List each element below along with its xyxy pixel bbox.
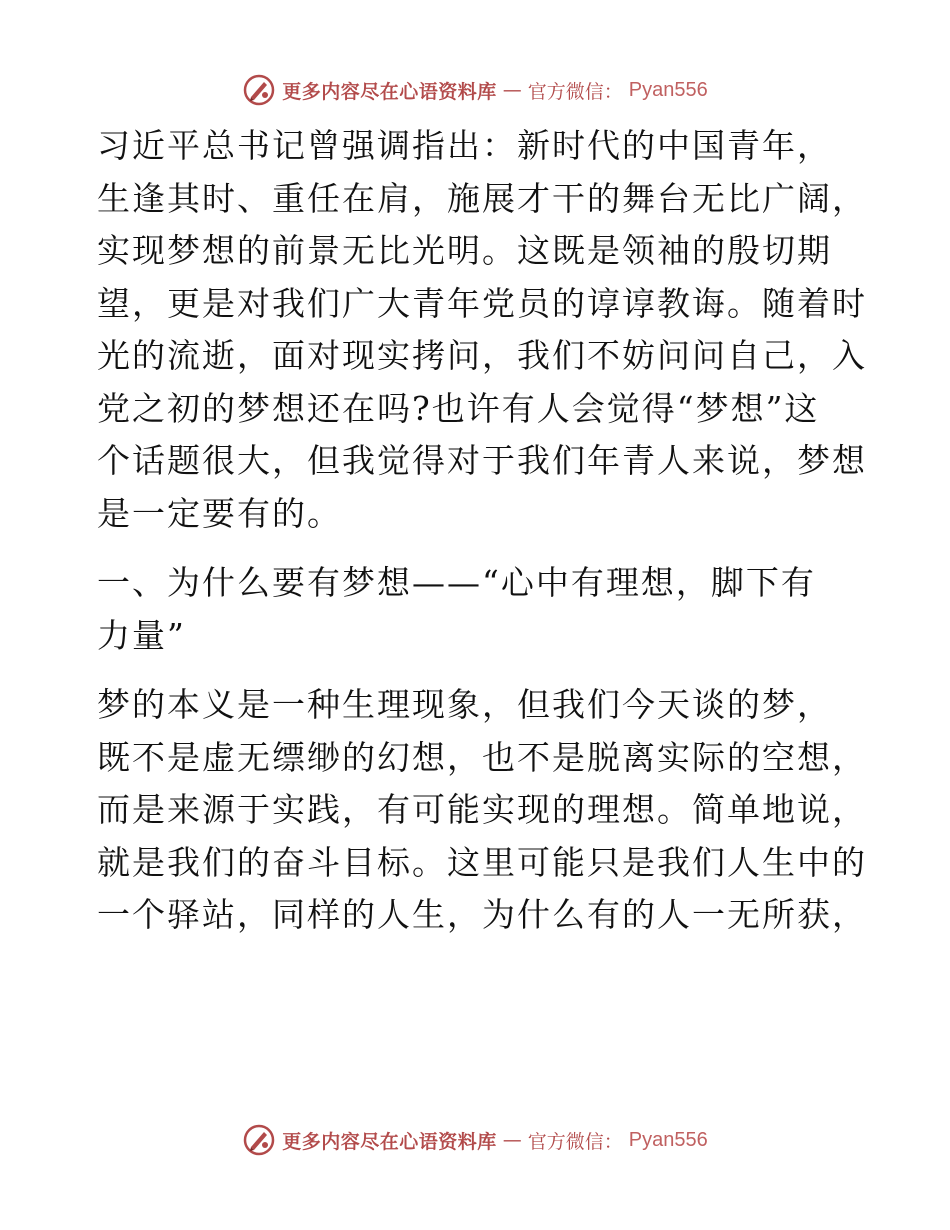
text-line: 实现梦想的前景无比光明。这既是领袖的殷切期 <box>97 231 832 270</box>
section-heading <box>97 557 857 662</box>
banner-title: 更多内容尽在心语资料库 <box>282 1130 497 1153</box>
header-banner <box>0 70 950 110</box>
banner-wechat-label: 官方微信： <box>527 1130 623 1153</box>
paragraph-gap <box>97 662 857 679</box>
text-line: 光的流逝，面对现实拷问，我们不妨问问自己，入 <box>97 336 867 375</box>
text-line: 一个驿站，同样的人生，为什么有的人一无所获， <box>97 895 867 934</box>
text-line: 一、为什么要有梦想——“心中有理想，脚下有 <box>97 563 816 602</box>
pen-logo-icon <box>242 1123 276 1157</box>
pen-logo-icon <box>242 73 276 107</box>
paragraph-gap <box>97 540 857 557</box>
banner-dash: — <box>502 1129 522 1151</box>
text-line: 而是来源于实践，有可能实现的理想。简单地说， <box>97 790 867 829</box>
banner-wechat-id: Pyan556 <box>628 78 708 101</box>
text-line: 生逢其时、重任在肩，施展才干的舞台无比广阔， <box>97 178 867 218</box>
footer-banner <box>0 1120 950 1160</box>
text-line: 就是我们的奋斗目标。这里可能只是我们人生中的 <box>97 842 867 882</box>
banner-wechat-label: 官方微信： <box>527 80 623 103</box>
document-body <box>97 120 867 942</box>
banner-dash: — <box>502 79 522 101</box>
text-line: 望，更是对我们广大青年党员的谆谆教诲。随着时 <box>97 283 867 323</box>
paragraph-dream <box>97 679 867 942</box>
paragraph-intro <box>97 120 867 540</box>
text-line: 个话题很大，但我觉得对于我们年青人来说，梦想 <box>97 441 867 480</box>
text-line: 是一定要有的。 <box>97 493 342 533</box>
text-line: 力量” <box>97 615 186 655</box>
banner-title: 更多内容尽在心语资料库 <box>282 80 497 103</box>
banner-wechat-id: Pyan556 <box>628 1128 708 1151</box>
text-line: 党之初的梦想还在吗?也许有人会觉得“梦想”这 <box>97 388 820 428</box>
text-line: 梦的本义是一种生理现象，但我们今天谈的梦， <box>97 685 832 724</box>
text-line: 习近平总书记曾强调指出：新时代的中国青年， <box>97 126 832 165</box>
text-line: 既不是虚无缥缈的幻想，也不是脱离实际的空想， <box>97 737 867 777</box>
